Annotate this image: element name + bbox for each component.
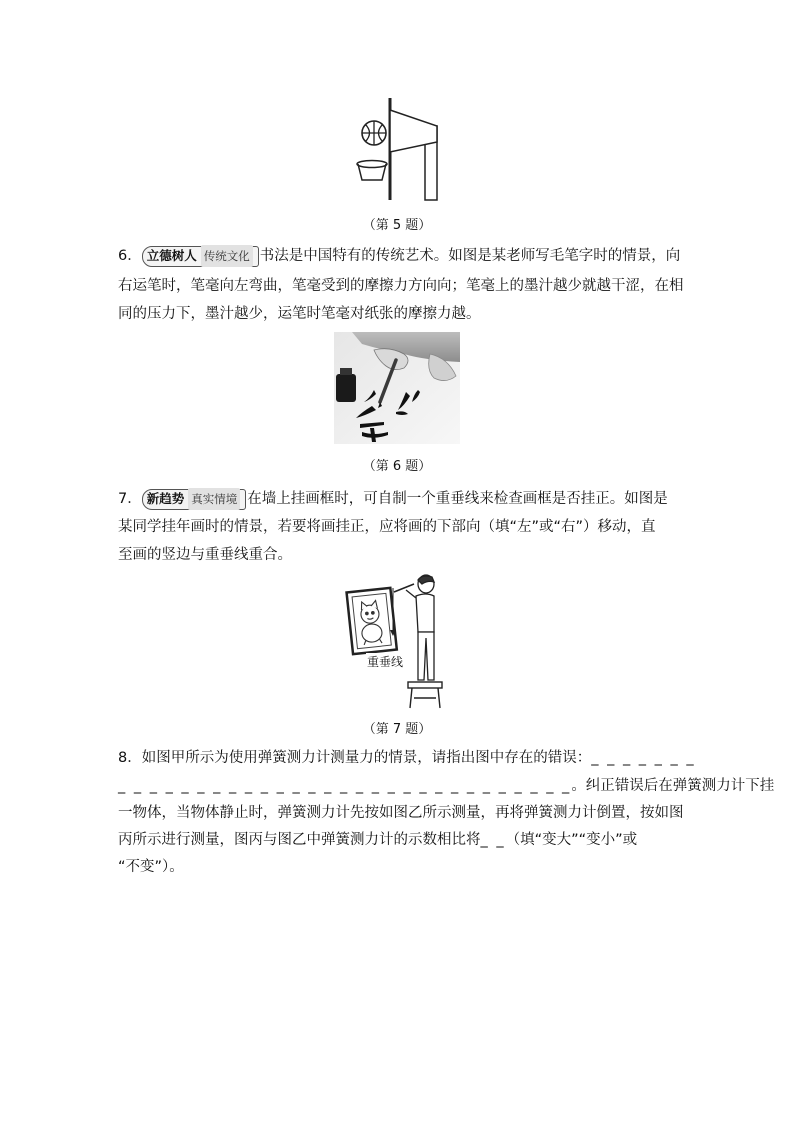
q6-badge — [142, 246, 259, 267]
q8-text-1: 8．如图甲所示为使用弹簧测力计测量力的情景，请指出图中存在的错误： — [118, 750, 592, 766]
calligraphy-photo — [334, 332, 460, 444]
hanging-picture-figure — [342, 574, 450, 710]
q8-blank-3: _ _ — [480, 832, 506, 848]
q7-line-2: 某同学挂年画时的情景，若要将画挂正，应将画的下部向（填“左”或“右”）移动，直 — [118, 519, 656, 535]
q7-badge-tag: 真实情境 — [188, 488, 240, 510]
q7-badge — [142, 489, 247, 510]
q6-caption: （第 6 题） — [362, 459, 432, 474]
q7-figure — [342, 574, 450, 710]
q8-line-3: 一物体，当物体静止时，弹簧测力计先按如图乙所示测量，再将弹簧测力计倒置，按如图 — [118, 805, 684, 821]
q5-figure — [350, 92, 450, 204]
q6-text-1: 书法是中国特有的传统艺术。如图是某老师写毛笔字时的情景，向 — [259, 248, 681, 264]
q5-caption: （第 5 题） — [362, 218, 432, 233]
q6-line-1 — [118, 245, 680, 267]
q6-number: 6． — [118, 248, 142, 264]
q8-text-4-tail: （填“变大”“变小”或 — [505, 832, 638, 848]
hoop-rim — [357, 161, 387, 168]
q6-line-3: 同的压力下，墨汁越少，运笔时笔毫对纸张的摩擦力越。 — [118, 306, 481, 322]
q6-badge-tag: 传统文化 — [201, 245, 253, 267]
stool-icon — [408, 682, 442, 708]
q8-text-4: 丙所示进行测量，图丙与图乙中弹簧测力计的示数相比将 — [118, 832, 481, 848]
person-figure — [406, 575, 434, 680]
basketball-hoop-figure — [350, 92, 450, 204]
q6-figure — [334, 332, 460, 444]
q7-line-3: 至画的竖边与重垂线重合。 — [118, 547, 292, 563]
q6-line-2: 右运笔时，笔毫向左弯曲，笔毫受到的摩擦力方向向；笔毫上的墨汁越少就越干涩，在相 — [118, 278, 684, 294]
q8-line-5: “不变”）。 — [118, 859, 184, 875]
q8-blank-1: _ _ _ _ _ _ _ — [591, 750, 696, 766]
q7-caption: （第 7 题） — [362, 722, 432, 737]
q7-text-1: 在墙上挂画框时，可自制一个重垂线来检查画框是否挂正。如图是 — [247, 491, 668, 507]
plumb-line-label: 重垂线 — [367, 655, 404, 669]
q8-text-2: 。纠正错误后在弹簧测力计下挂 — [571, 778, 775, 794]
basketball-icon — [362, 121, 386, 145]
q8-blank-2: _ _ _ _ _ _ _ _ _ _ _ _ _ _ _ _ _ _ _ _ _ _ _ _ _ _ _ _ _ — [118, 778, 572, 794]
q8-line-1 — [118, 747, 696, 769]
q7-number: 7． — [118, 491, 142, 507]
q7-line-1 — [118, 488, 668, 510]
picture-frame — [347, 588, 397, 654]
q6-badge-main: 立德树人 — [146, 248, 197, 263]
q8-line-2 — [118, 775, 774, 797]
q8-line-4 — [118, 829, 637, 851]
arm — [394, 584, 414, 592]
q7-badge-main: 新趋势 — [146, 491, 185, 506]
